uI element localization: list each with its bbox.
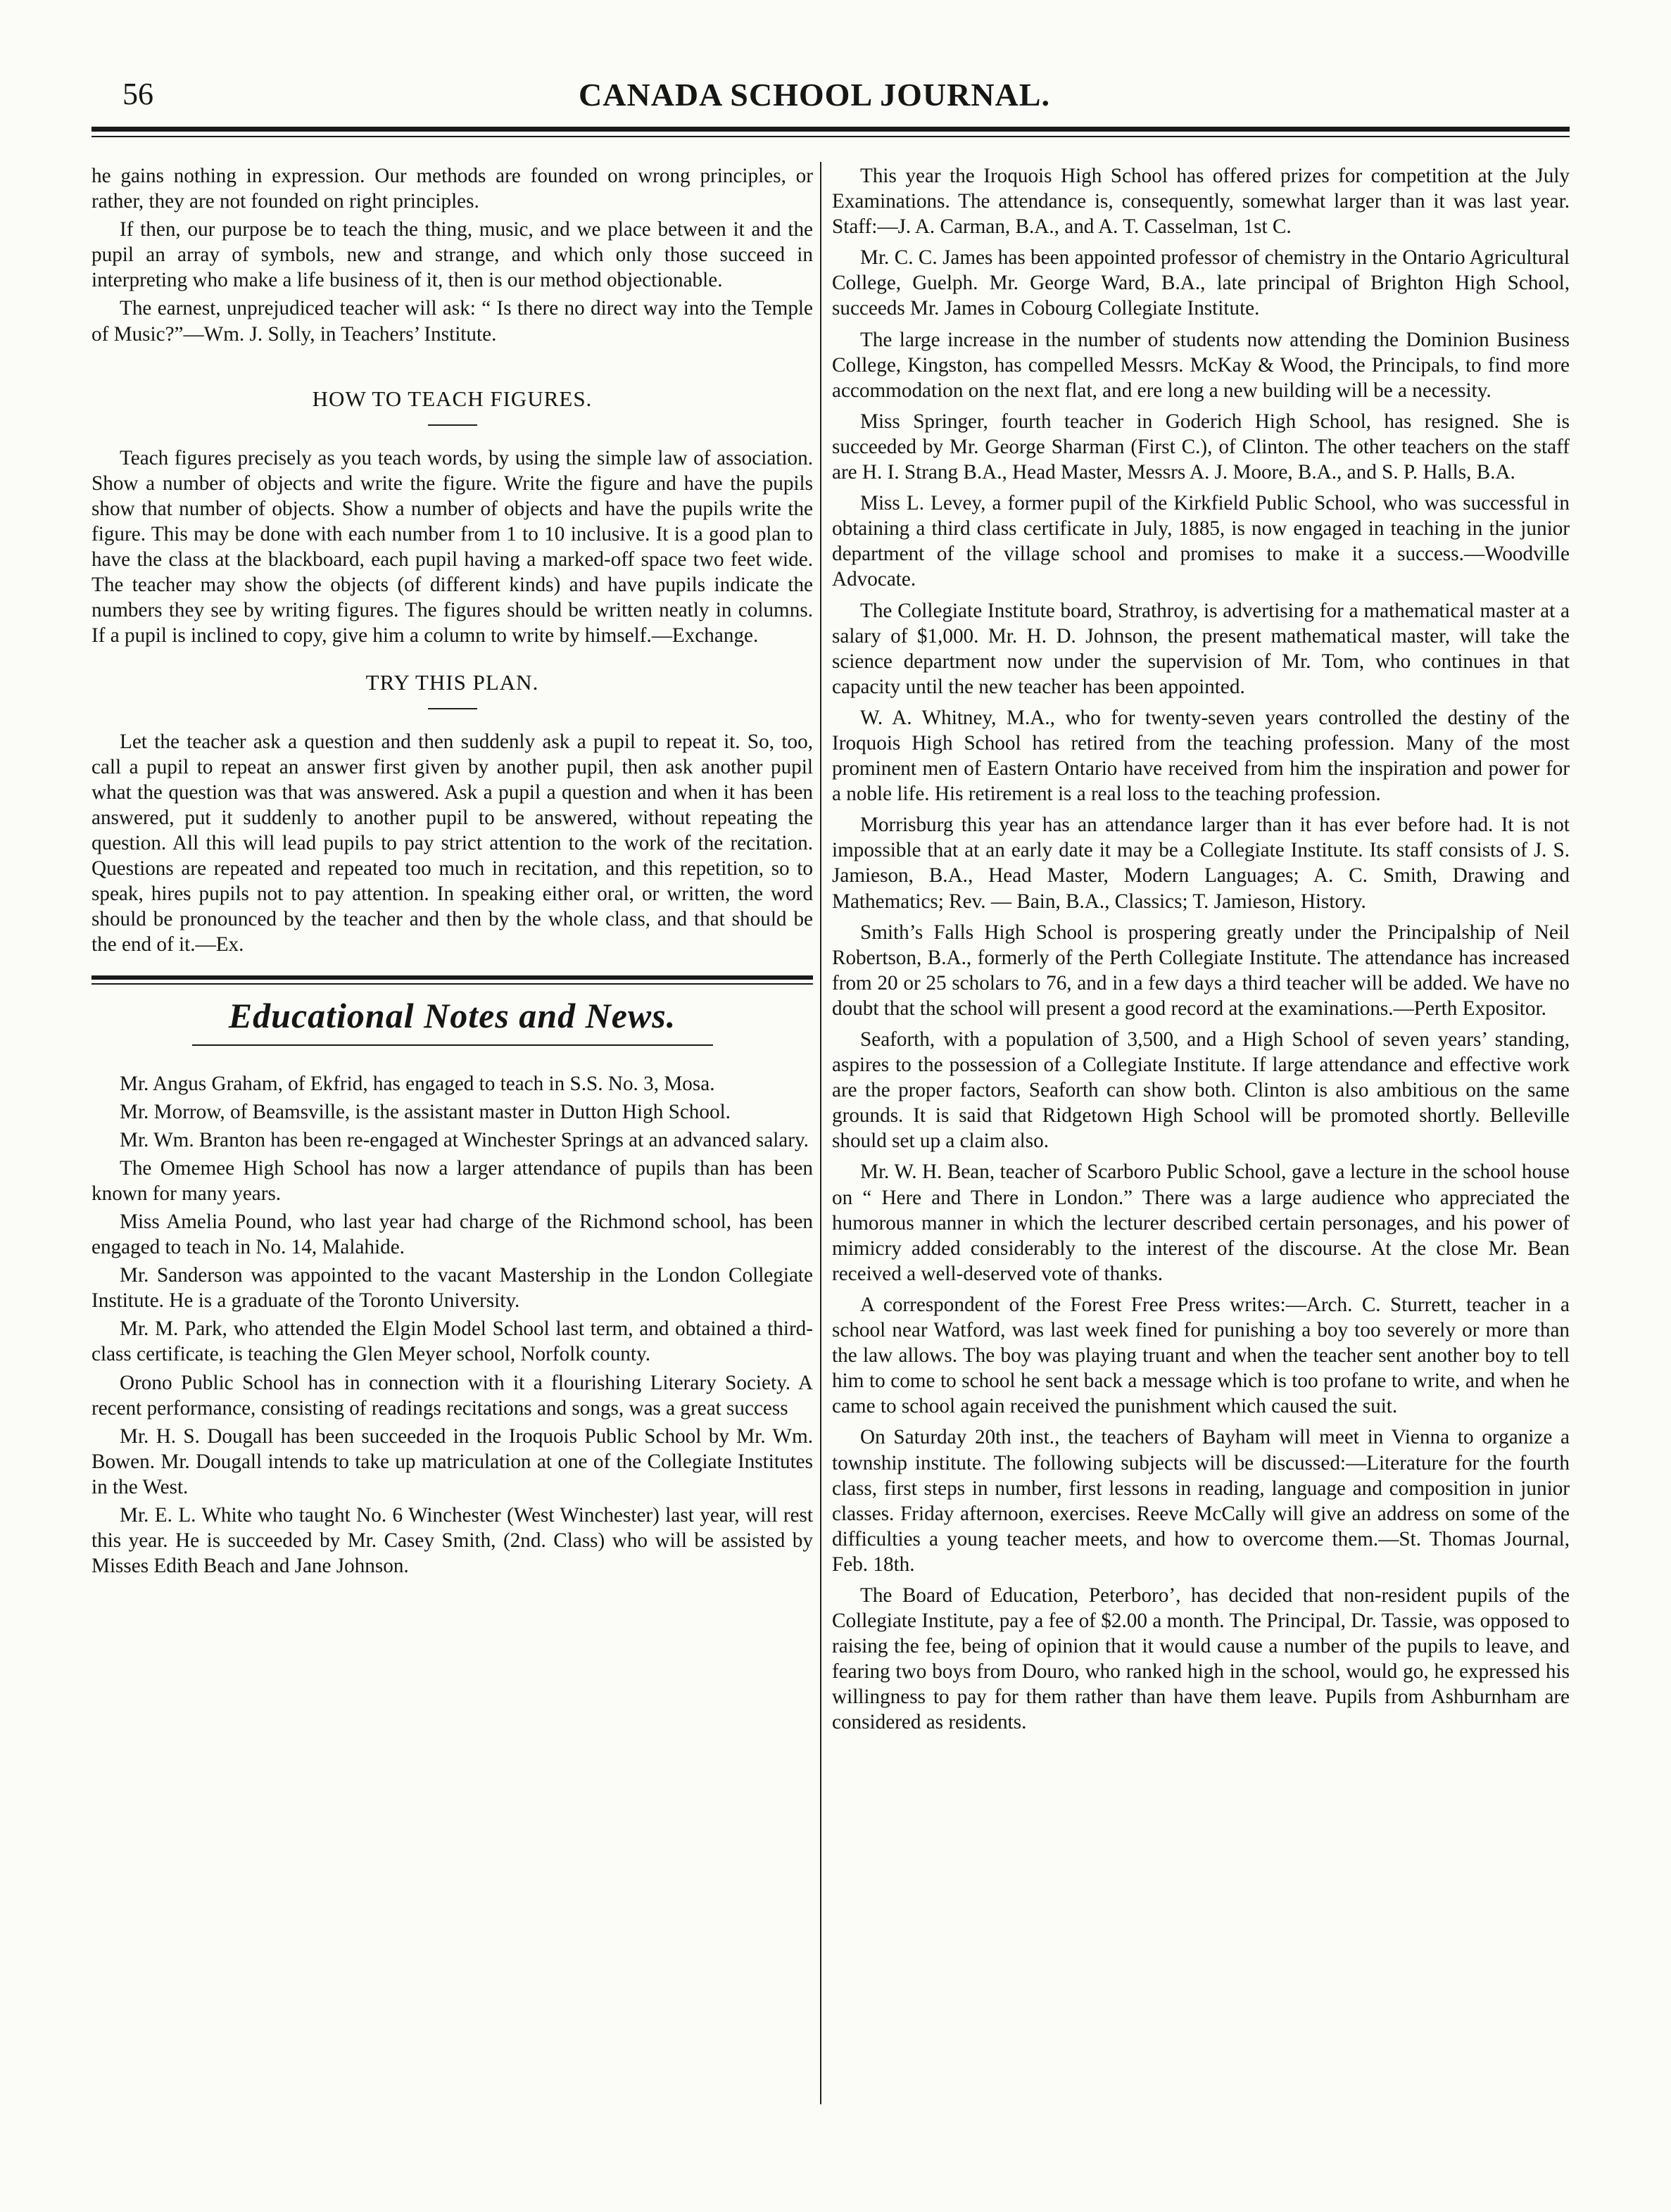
right-column <box>832 163 1570 1741</box>
news-item: A correspondent of the Forest Free Press writes:—Arch. C. Sturrett, teacher in a school near Watford, was last week fined for punishing a boy too severely or more than the law allows. The boy was playing truant and when the teacher sent another boy to tell him to come to school he sent back a message which is too profane to write, and when he came to school again received the punishment which caused the suit. <box>832 1293 1570 1418</box>
section-text-plan: Let the teacher ask a question and then suddenly ask a pupil to repeat it. So, too, call a pupil to repeat an answer first given by another pupil, then ask another pupil what the question was that was answered. Ask a pupil a question and when it has been answered, put it suddenly to another pupil to be answered, without repeating the question. All this will lead pupils to pay strict attention to the work of the recitation. Questions are repeated and repeated too much in recitation, and this repetition, so to speak, hires pupils not to pay attention. In speaking either oral, or written, the word should be pronounced by the teacher and then by the whole class, and that should be the end of it.—Ex. <box>92 730 813 956</box>
news-item: On Saturday 20th inst., the teachers of Bayham will meet in Vienna to organize a township institute. The following subjects will be discussed:—Literature for the fourth class, first steps in number, first lessons in reading, language and composition in junior classes. Friday afternoon, exercises. Reeve McCally will give an address on some of the difficulties a young teacher meets, and how to overcome them.—St. Thomas Journal, Feb. 18th. <box>832 1426 1570 1576</box>
news-heading: Educational Notes and News. <box>228 996 676 1036</box>
intro-paragraph: If then, our purpose be to teach the thing, music, and we place between it and the pupil an array of symbols, new and strange, and which only those succeed in interpreting who make a life business of it, then is our method objectionable. <box>92 218 813 292</box>
news-item: Mr. W. H. Bean, teacher of Scarboro Public School, gave a lecture in the school house on “ Here and There in London.” There was a large audience who appreciated the humorous manner in which the lecturer described certain personages, and his power of mimicry added considerably to the interest of the discourse. At the close Mr. Bean received a well-deserved vote of thanks. <box>832 1161 1570 1285</box>
section-rule <box>428 708 477 709</box>
column-divider <box>820 162 821 2104</box>
news-item: W. A. Whitney, M.A., who for twenty-seven years controlled the destiny of the Iroquois High School has retired from the teaching profession. Many of the most prominent men of Eastern Ontario have received from him the inspiration and power for a noble life. His retirement is a real loss to the teaching profession. <box>832 706 1570 806</box>
news-item: Mr. Wm. Branton has been re-engaged at Winchester Springs at an advanced salary. <box>120 1128 809 1151</box>
news-item: Miss Amelia Pound, who last year had charge of the Richmond school, has been engaged to teach in No. 14, Malahide. <box>92 1211 813 1259</box>
news-item: Mr. Angus Graham, of Ekfrid, has engaged to teach in S.S. No. 3, Mosa. <box>120 1072 715 1095</box>
page-header <box>79 76 1550 132</box>
news-item: Miss L. Levey, a former pupil of the Kirkfield Public School, who was successful in obtaining a third class certificate in July, 1885, is now engaged in teaching in the junior department of the village school and promises to make it a success.—Woodville Advocate. <box>832 492 1570 591</box>
header-rule-thick <box>92 127 1570 132</box>
news-list-left <box>92 1071 813 1579</box>
news-item: Mr. Morrow, of Beamsville, is the assistant master in Dutton High School. <box>120 1100 731 1123</box>
intro-paragraph: The earnest, unprejudiced teacher will ask: “ Is there no direct way into the Temple of Music?”—Wm. J. Solly, in Teachers’ Institute. <box>92 297 813 346</box>
news-item: Miss Springer, fourth teacher in Goderich High School, has resigned. She is succeeded by Mr. George Sharman (First C.), of Clinton. The other teachers on the staff are H. I. Strang B.A., Head Master, Messrs A. J. Moore, B.A., and S. P. Halls, B.A. <box>832 410 1570 484</box>
news-item: Mr. M. Park, who attended the Elgin Model School last term, and obtained a third-class certificate, is teaching the Glen Meyer school, Norfolk county. <box>92 1317 813 1366</box>
news-item: This year the Iroquois High School has offered prizes for competition at the July Examinations. The attendance is, consequently, somewhat larger than it was last year. Staff:—J. A. Carman, B.A., and A. T. Casselman, 1st C. <box>832 165 1570 239</box>
news-item: Mr. C. C. James has been appointed professor of chemistry in the Ontario Agricultural College, Guelph. Mr. George Ward, B.A., late principal of Brighton High School, succeeds Mr. James in Cobourg Collegiate Institute. <box>832 246 1570 320</box>
header-rule-thin <box>92 136 1570 137</box>
section-heading-figures: HOW TO TEACH FIGURES. <box>312 386 593 411</box>
section-heading-plan: TRY THIS PLAN. <box>365 669 539 695</box>
news-item: Mr. E. L. White who taught No. 6 Winchester (West Winchester) last year, will rest this year. He is succeeded by Mr. Casey Smith, (2nd. Class) who will be assisted by Misses Edith Beach and Jane Johnson. <box>92 1504 813 1578</box>
news-item: The Omemee High School has now a larger attendance of pupils than has been known for many years. <box>92 1156 813 1205</box>
news-item: Mr. Sanderson was appointed to the vacant Mastership in the London Collegiate Institute. He is a graduate of the Toronto University. <box>92 1264 813 1313</box>
news-item: Mr. H. S. Dougall has been succeeded in the Iroquois Public School by Mr. Wm. Bowen. Mr. Dougall intends to take up matriculation at one of the Collegiate Institutes in the West. <box>92 1424 813 1498</box>
news-item: Smith’s Falls High School is prospering greatly under the Principalship of Neil Robertson, B.A., formerly of the Perth Collegiate Institute. The attendance has increased from 20 or 25 scholars to 76, and in a few days a third teacher will be added. We have no doubt that the school will present a good record at the examinations.—Perth Expositor. <box>832 921 1570 1020</box>
news-item: Seaforth, with a population of 3,500, and a High School of seven years’ standing, aspires to the possession of a Collegiate Institute. If large attendance and effective work are the proper factors, Seaforth can show both. Clinton is also ambitious on the same grounds. It is said that Ridgetown High School will be promoted shortly. Belleville should set up a claim also. <box>832 1028 1570 1153</box>
left-column <box>92 163 813 1581</box>
news-item: The Collegiate Institute board, Strathroy, is advertising for a mathematical master at a salary of $1,000. Mr. H. D. Johnson, the present mathematical master, will take the science department now under the supervision of Mr. Tom, who continues in that capacity until the new teacher has been appointed. <box>832 599 1570 698</box>
section-rule <box>428 424 477 426</box>
journal-title: CANADA SCHOOL JOURNAL. <box>579 77 1050 113</box>
news-item: The large increase in the number of students now attending the Dominion Business College, Kingston, has compelled Messrs. McKay & Wood, the Principals, to find more accommodation on the next flat, and ere long a new building will be a necessity. <box>832 328 1570 402</box>
news-heading-rule <box>192 1044 713 1046</box>
news-item: The Board of Education, Peterboro’, has decided that non-resident pupils of the Collegiate Institute, pay a fee of $2.00 a month. The Principal, Dr. Tassie, was opposed to raising the fee, being of opinion that it would cause a number of the pupils to leave, and fearing two boys from Douro, who ranked high in the school, would go, he expressed his willingness to pay for them rather than have them leave. Pupils from Ashburnham are considered as residents. <box>832 1584 1570 1734</box>
news-double-rule <box>92 975 813 985</box>
page-number: 56 <box>122 77 153 111</box>
news-item: Orono Public School has in connection with it a flourishing Literary Society. A recent performance, consisting of readings recitations and songs, was a great success <box>92 1371 813 1420</box>
news-item: Morrisburg this year has an attendance larger than it has ever before had. It is not impossible that at an early date it may be a Collegiate Institute. Its staff consists of J. S. Jamieson, B.A., Head Master, Modern Languages; A. C. Smith, Drawing and Mathematics; Rev. — Bain, B.A., Classics; T. Jamieson, History. <box>832 814 1570 913</box>
section-text-figures: Teach figures precisely as you teach words, by using the simple law of association. Show a number of objects and write the figure. Write the figure and have the pupils show that number of objects. Show a number of objects and have the pupils write the figure. This may be done with each number from 1 to 10 inclusive. It is a good plan to have the class at the blackboard, each pupil having a marked-off space two feet wide. The teacher may show the objects (of different kinds) and have pupils indicate the numbers they see by writing figures. The figures should be written neatly in columns. If a pupil is inclined to copy, give him a column to write by himself.—Exchange. <box>92 446 813 647</box>
intro-paragraph: he gains nothing in expression. Our methods are founded on wrong principles, or rather, they are not founded on right principles. <box>92 165 813 213</box>
